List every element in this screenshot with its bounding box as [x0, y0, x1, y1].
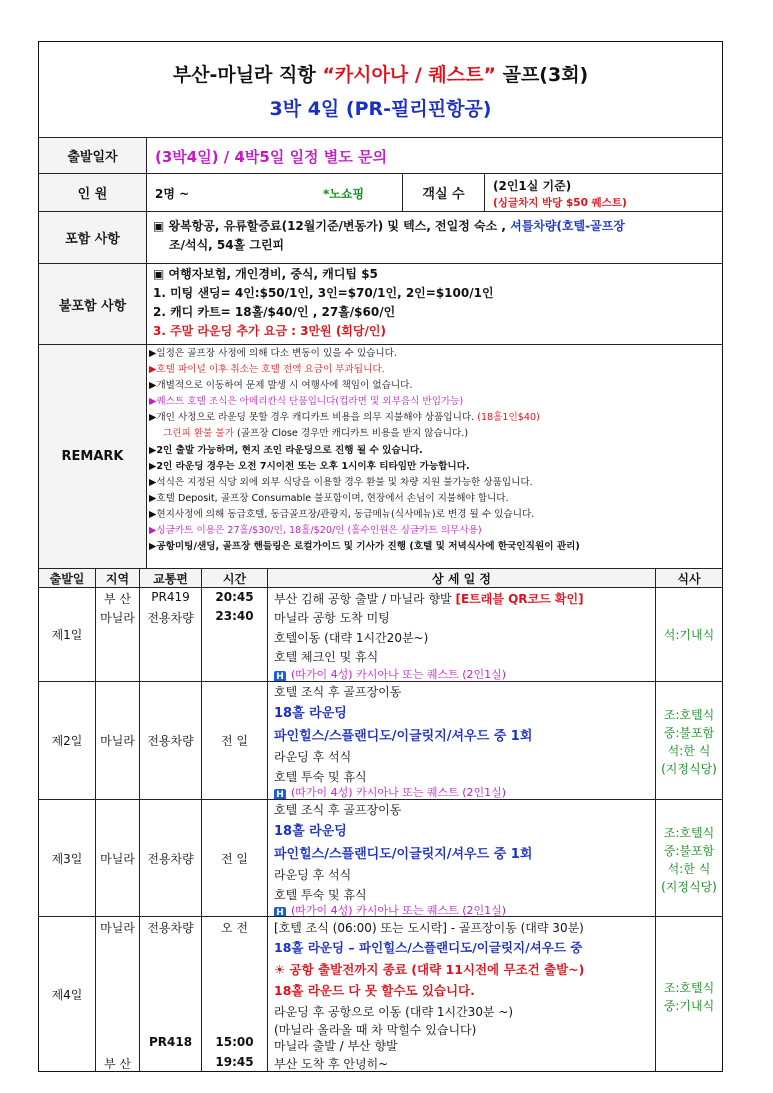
- day4-region: [95, 916, 139, 1071]
- header-region: 지역: [95, 568, 139, 587]
- day3-detail-5: 호텔 투숙 및 휴식: [274, 888, 367, 902]
- remark-line-7: ▶2인 출발 가능하며, 현지 조인 라운딩으로 진행 될 수 있습니다.: [149, 444, 423, 456]
- day2-meal-2: 중:불포함: [663, 726, 715, 740]
- header-transport: 교통편: [139, 568, 201, 587]
- hotel-icon: H: [274, 671, 286, 681]
- day1-region1: 부 산: [104, 592, 131, 606]
- day4-transport2: PR418: [148, 1035, 193, 1049]
- day1-qr-note: [E트래블 QR코드 확인]: [455, 592, 584, 606]
- departure-label: 출발일자: [39, 137, 146, 173]
- included-label: 포함 사항: [39, 211, 146, 263]
- header-detail: 상 세 일 정: [267, 568, 655, 587]
- day4-detail-2: 18홀 라운딩 – 파인힐스/스플랜디도/이글릿지/셔우드 중: [274, 940, 583, 955]
- day4-detail-3: ☀ 공항 출발전까지 종료 (대략 11시전에 무조건 출발~): [274, 962, 585, 977]
- day4-meal-1: 조:호텔식: [663, 981, 715, 995]
- day3-meal-4: (지정식당): [661, 880, 717, 894]
- header-time: 시간: [201, 568, 267, 587]
- day4-detail-4: 18홀 라운드 다 못 할수도 있습니다.: [274, 983, 475, 998]
- day3-meal-1: 조:호텔식: [663, 826, 715, 840]
- day2-detail: [267, 681, 655, 799]
- day4-detail-6: (마닐라 올라올 때 차 막힐수 있습니다): [274, 1023, 477, 1037]
- no-shopping-note: *노쇼핑: [323, 187, 365, 201]
- day2-region: 마닐라: [95, 681, 139, 799]
- title-block: [39, 42, 722, 137]
- header-day: 출발일: [39, 568, 95, 587]
- departure-value: (3박4일) / 4박5일 일정 별도 문의: [155, 148, 387, 166]
- remark-line-6: (골프장 Close 경우만 캐디카트 비용을 받지 않습니다.): [233, 428, 469, 440]
- day1-meal-text: 석:기내식: [663, 628, 715, 642]
- day4-meal-2: 중:기내식: [663, 999, 715, 1013]
- excluded-line3: 2. 캐디 카트= 18홀/$40/인 , 27홀/$60/인: [153, 305, 396, 319]
- day1-transport2: 전용차량: [147, 611, 194, 625]
- day2-detail-3: 파인힐스/스플랜디도/이글릿지/셔우드 중 1회: [274, 729, 533, 744]
- people-label: 인 원: [39, 173, 146, 211]
- day3-meal-3: 석:한 식: [667, 862, 711, 876]
- day3-meal-2: 중:불포함: [663, 844, 715, 858]
- remark-line-2: ▶호텔 파이널 이후 취소는 호텔 전액 요금이 부과됩니다.: [149, 364, 385, 376]
- included-line2: 조/석식, 54홀 그린피: [169, 238, 285, 252]
- remark-line-9: ▶석식은 지정된 식당 외에 외부 식당을 이용할 경우 환불 및 차량 지원 불가능한 상품입니다.: [149, 476, 533, 488]
- remark-line-5: ▶개인 사정으로 라운딩 못할 경우 캐디카트 비용을 의무 지불해야 상품입니다.: [149, 412, 478, 424]
- day2-detail-5: 호텔 투숙 및 휴식: [274, 770, 367, 784]
- day3-detail-3: 파인힐스/스플랜디도/이글릿지/셔우드 중 1회: [274, 847, 533, 862]
- day4-label: 제4일: [39, 916, 95, 1071]
- day4-time2: 15:00: [215, 1035, 254, 1049]
- excluded-line1: ▣ 여행자보험, 개인경비, 중식, 캐디팁 $5: [153, 267, 378, 281]
- day1-transport: [139, 587, 201, 681]
- title-prefix: 부산-마닐라 직항: [172, 64, 323, 86]
- excluded-cell: [146, 263, 722, 344]
- day3-detail: [267, 799, 655, 916]
- day4-time1: 오 전: [221, 921, 248, 935]
- day2-detail-4: 라운딩 후 석식: [274, 750, 352, 764]
- remark-line-5-note: (18홀1인$40): [477, 412, 540, 424]
- day4-detail-7: 마닐라 출발 / 부산 향발: [274, 1039, 398, 1053]
- remark-cell: [146, 344, 722, 568]
- excluded-label: 불포함 사항: [39, 263, 146, 344]
- day4-meal: [655, 916, 722, 1071]
- day2-transport: 전용차량: [139, 681, 201, 799]
- people-value: 2명 ~: [155, 187, 190, 201]
- day4-time3: 19:45: [215, 1055, 254, 1069]
- day3-region: 마닐라: [95, 799, 139, 916]
- remark-line-10: ▶호텔 Deposit, 골프장 Consumable 불포함이며, 현장에서 손님이 지불해야 합니다.: [149, 492, 509, 504]
- day3-label: 제3일: [39, 799, 95, 916]
- day2-detail-1: 호텔 조식 후 골프장이동: [274, 685, 402, 699]
- day3-meal: [655, 799, 722, 916]
- day4-transport: [139, 916, 201, 1071]
- day2-detail-2: 18홀 라운딩: [274, 706, 347, 721]
- remark-label: REMARK: [39, 344, 146, 568]
- day3-detail-4: 라운딩 후 석식: [274, 868, 352, 882]
- day2-meal-4: (지정식당): [661, 762, 717, 776]
- day4-region1: 마닐라: [100, 921, 135, 935]
- remark-line-11: ▶현지사정에 의해 동급호텔, 동급골프장/관광지, 동급메뉴(식사메뉴)로 변경 될 수 있습니다.: [149, 508, 535, 520]
- title-suffix: 골프(3회): [495, 64, 589, 86]
- day4-region2: 부 산: [104, 1057, 131, 1071]
- title-highlight: “카시아나 / 퀘스트”: [322, 64, 496, 86]
- day1-transport1: PR419: [151, 590, 190, 604]
- included-shuttle: 셔틀차량(호텔-골프장: [510, 219, 625, 233]
- day1-detail-1: 부산 김해 공항 출발 / 마닐라 향발: [274, 592, 456, 606]
- remark-line-8: ▶2인 라운딩 경우는 오전 7시이전 또는 오후 1시이후 티타임만 가능합니다.: [149, 460, 470, 472]
- day2-meal: [655, 681, 722, 799]
- day4-detail-1: [호텔 조식 (06:00) 또는 도시락] - 골프장이동 (대략 30분): [274, 921, 584, 935]
- remark-line-13: ▶공항미팅/샌딩, 골프장 핸들링은 로컬가이드 및 기사가 진행 (호텔 및 저녁식사에 한국인직원이 관리): [149, 541, 580, 553]
- day2-label: 제2일: [39, 681, 95, 799]
- day4-detail-5: 라운딩 후 공항으로 이동 (대략 1시간30분 ~): [274, 1005, 514, 1019]
- included-line1: ▣ 왕복항공, 유류할증료(12월기준/변동가) 및 텍스, 전일정 숙소 ,: [153, 219, 511, 233]
- day3-transport: 전용차량: [139, 799, 201, 916]
- room-value: (2인1실 기준): [493, 179, 572, 193]
- departure-value-cell: [146, 137, 722, 173]
- day3-detail-2: 18홀 라운딩: [274, 824, 347, 839]
- page-subtitle: 3박 4일 (PR-필리핀항공): [269, 98, 492, 120]
- hotel-icon: H: [274, 789, 286, 799]
- day1-detail-4: 호텔 체크인 및 휴식: [274, 650, 379, 664]
- day3-detail-6: (따가이 4성) 카시아나 또는 퀘스트 (2인1실): [291, 904, 507, 916]
- excluded-line2: 1. 미팅 샌딩= 4인:$50/1인, 3인=$70/1인, 2인=$100/1인: [153, 286, 494, 300]
- excluded-line4: 3. 주말 라운딩 추가 요금 : 3만원 (회당/인): [153, 324, 386, 338]
- room-note: (싱글차지 박당 $50 퀘스트): [493, 197, 627, 209]
- remark-line-6-red: 그린피 환불 불가: [163, 428, 234, 440]
- room-value-cell: [484, 173, 722, 211]
- day4-detail-8: 부산 도착 후 안녕히~: [274, 1057, 389, 1071]
- day1-detail-2: 마닐라 공항 도착 미팅: [274, 611, 390, 625]
- day3-time: 전 일: [201, 799, 267, 916]
- remark-line-12: ▶싱글카트 이용은 27홀/$30/인, 18홀/$20/인 (홀수인원은 싱글카트 의무사용): [149, 525, 482, 537]
- day2-time: 전 일: [201, 681, 267, 799]
- day2-meal-3: 석:한 식: [667, 744, 711, 758]
- day1-time2: 23:40: [215, 609, 254, 623]
- day4-time: [201, 916, 267, 1071]
- day3-detail-1: 호텔 조식 후 골프장이동: [274, 803, 402, 817]
- remark-line-3: ▶개별적으로 이동하여 문제 발생 시 여행사에 책임이 없습니다.: [149, 380, 413, 392]
- page-title: [39, 60, 722, 87]
- day1-detail: [267, 587, 655, 681]
- people-value-cell: [146, 173, 402, 211]
- header-meal: 식사: [655, 568, 722, 587]
- remark-line-4: ▶퀘스트 호텔 조식은 아메리칸식 단품입니다(컵라면 및 외부음식 반입가능): [149, 396, 464, 408]
- day1-time: [201, 587, 267, 681]
- day1-region2: 마닐라: [100, 611, 135, 625]
- remark-line-1: ▶일정은 골프장 사정에 의해 다소 변동이 있을 수 있습니다.: [149, 348, 397, 359]
- itinerary-sheet: [38, 41, 723, 1072]
- day1-detail-5: (따가이 4성) 카시아나 또는 퀘스트 (2인1실): [291, 668, 507, 681]
- hotel-icon: H: [274, 907, 286, 916]
- room-label: 객실 수: [402, 173, 484, 211]
- day1-region: [95, 587, 139, 681]
- day4-detail: [267, 916, 655, 1071]
- day1-meal: [655, 587, 722, 681]
- day1-detail-3: 호텔이동 (대략 1시간20분~): [274, 631, 429, 645]
- day4-transport1: 전용차량: [147, 921, 194, 935]
- day2-detail-6: (따가이 4성) 카시아나 또는 퀘스트 (2인1실): [291, 786, 507, 799]
- included-cell: [146, 211, 722, 263]
- day1-time1: 20:45: [215, 590, 254, 604]
- day1-label: 제1일: [39, 587, 95, 681]
- day2-meal-1: 조:호텔식: [663, 708, 715, 722]
